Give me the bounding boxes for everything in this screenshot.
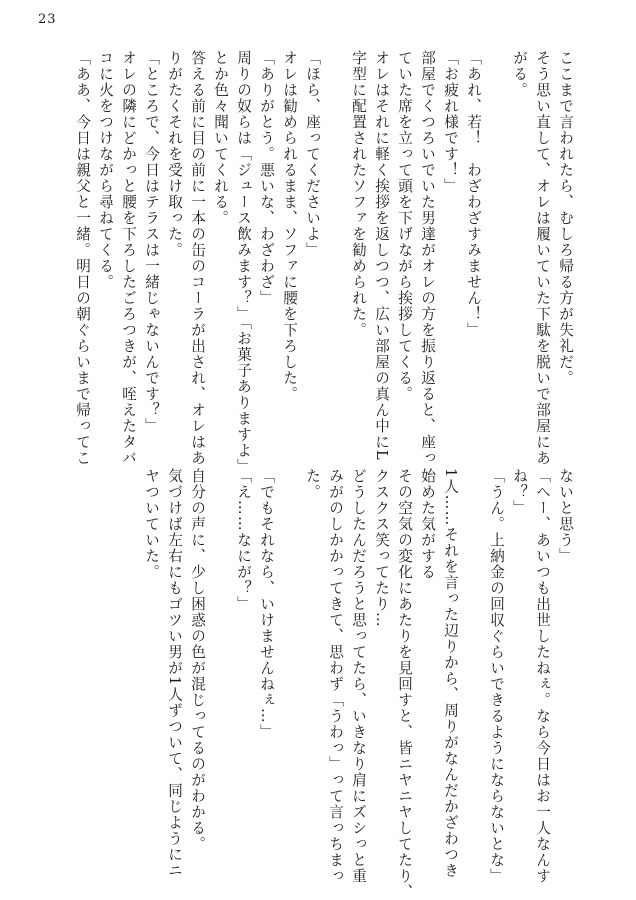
text-column: 答える前に目の前に一本の缶のコーラが出され、オレはあ: [189, 50, 206, 466]
text-column: 周りの奴らは「ジュース飲みます？」「お菓子ありますよ」: [235, 50, 252, 475]
text-column: コに火をつけながら尋ねてくる。: [97, 50, 114, 290]
text-column: がる。: [511, 50, 528, 98]
text-column: 気づけば左右にもゴツい男が1人ずついて、同じようにニ: [166, 468, 183, 879]
text-column: ていた席を立って頭を下げながら挨拶してくる。: [396, 50, 413, 402]
text-column: 「ありがとう。悪いな、わざわざ」: [258, 50, 275, 306]
text-column: そう思い直して、オレは履いていた下駄を脱いで部屋にあ: [534, 50, 551, 466]
text-column: みがのしかかってきて、思わず「うわっ」って言っちまっ: [327, 468, 344, 884]
text-column: オレはそれに軽く挨拶を返しつつ、広い部屋の真ん中にL: [373, 50, 390, 462]
text-column: 部屋でくつろいでいた男達がオレの方を振り返ると、座っ: [419, 50, 436, 466]
text-column: オレは勧められるまま、ソファに腰を下ろした。: [281, 50, 298, 402]
text-column: 字型に配置されたソファを勧められた。: [350, 50, 367, 338]
text-column: 「でもそれなら、いけませんねぇ…」: [258, 468, 275, 740]
text-column: 「ああ、今日は親父と一緒。明日の朝ぐらいまで帰ってこ: [74, 50, 91, 466]
text-column: クスクス笑ってたり…: [373, 468, 390, 628]
text-column: ないと思う」: [557, 468, 574, 564]
text-column: りがたくそれを受け取った。: [166, 50, 183, 258]
text-column: どうしたんだろうと思ってたら、いきなり肩にズシっと重: [350, 468, 367, 884]
text-column: ここまで言われたら、むしろ帰る方が失礼だ。: [557, 50, 574, 386]
text-column: た。: [304, 468, 321, 500]
page-number: 23: [38, 12, 57, 27]
text-column: 「ところで、今日はテラスは一緒じゃないんです？」: [143, 50, 160, 434]
text-column: ヤついていた。: [143, 468, 160, 580]
text-column: 「え……なにが？」: [235, 468, 252, 612]
text-column: 「うん。上納金の回収ぐらいできるようにならないとな」: [488, 468, 505, 884]
text-column: その空気の変化にあたりを見回すと、皆ニヤニヤしてたり、: [396, 468, 413, 900]
text-column: とか色々聞いてくれる。: [212, 50, 229, 226]
text-column: 「あれ、若！ わざわざすみません！」: [465, 50, 482, 338]
text-column: 「ほら、座ってくださいよ」: [304, 50, 321, 258]
text-column: 「お疲れ様です！」: [442, 50, 459, 194]
text-column: 1人……それを言った辺りから、周りがなんだかざわつき: [442, 468, 459, 879]
text-column: 自分の声に、少し困惑の色が混じってるのがわかる。: [189, 468, 206, 852]
text-column: 「へー、あいつも出世したねぇ。なら今日はお一人なんす: [534, 468, 551, 884]
text-column: ね？」: [511, 468, 528, 516]
text-column: 始めた気がする: [419, 468, 436, 580]
text-column: オレの隣にどかっと腰を下ろしたごろつきが、咥えたタバ: [120, 50, 137, 466]
